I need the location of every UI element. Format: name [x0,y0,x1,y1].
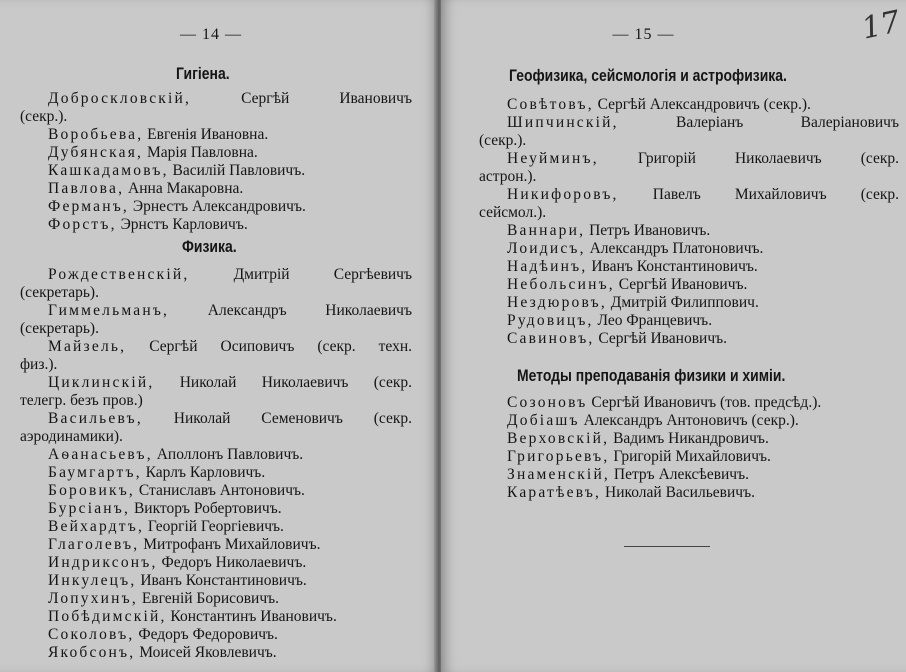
section-title-teaching-methods: Методы преподаванія физики и химіи. [517,366,786,385]
end-rule [624,546,710,547]
list-item [20,216,412,234]
entry-surname: Форстъ, [48,216,117,233]
entry-name: Николай Васильевичъ. [601,484,755,501]
entry-name: Эрнестъ Александровичъ. [129,198,306,215]
entry-surname: Аѳанасьевъ, [48,446,153,463]
list-item [20,90,412,126]
entry-surname: Никифоровъ, [507,186,619,203]
entry-line [479,448,899,466]
handwritten-page-mark: 17 [858,4,904,47]
entry-continuation: сейсмол.). [479,204,547,221]
entry-line [20,644,412,662]
entry-surname: Надѣинъ, [507,258,588,275]
entry-name: Дмитрій Сергѣевичъ [189,266,412,283]
entry-line [20,144,412,162]
entry-line [20,90,412,108]
entry-surname: Павлова, [48,180,125,197]
list-item [20,144,412,162]
entry-name: Анна Макаровна. [124,180,244,197]
entry-surname: Доброскловскій, [48,90,192,107]
entry-name: Валеріанъ Валеріановичъ [618,114,899,131]
entry-line [20,608,412,626]
entry-surname: Циклинскій, [48,374,155,391]
entry-surname: Рождественскій, [48,266,190,283]
list-item [479,294,899,312]
entry-line [20,216,412,234]
entry-line [20,536,412,554]
entry-line [20,482,412,500]
entry-surname: Якобсонъ, [48,644,136,661]
entry-name: Петръ Алексѣевичъ. [610,466,749,483]
entry-continuation: (секр.). [479,132,527,149]
entry-line [479,312,899,330]
entry-surname: Лоидисъ, [507,240,586,257]
entry-line [20,198,412,216]
entry-name: Петръ Ивановичъ. [585,222,711,239]
list-item [479,186,899,222]
entry-name: Иванъ Константиновичъ. [587,258,758,275]
entry-line [20,162,412,180]
list-item [20,554,412,572]
entry-name: Иванъ Константиновичъ. [136,572,307,589]
entry-name: Лео Францевичъ. [593,312,713,329]
entry-surname: Лопухинъ, [48,590,138,607]
entry-continuation: астрон.). [479,168,537,185]
entry-continuation: (секретарь). [20,284,99,301]
list-item [479,430,899,448]
entry-name: Аполлонъ Павловичъ. [152,446,304,463]
list-item [479,466,899,484]
entry-name: Евгеній Борисовичъ. [137,590,280,607]
list-item [479,96,899,114]
entry-name: Сергѣй Александровичъ (секр.). [593,96,811,113]
list-item [20,608,412,626]
entry-line [479,240,899,258]
entry-surname: Баумгартъ, [48,464,142,481]
entry-name: Георгій Георгіевичъ. [144,518,284,535]
entry-name: Федоръ Федоровичъ. [134,626,278,643]
entry-line [20,500,412,518]
list-item [479,394,899,412]
list-item [20,180,412,198]
entry-line [20,464,412,482]
entry-line [479,466,899,484]
entry-surname: Боровикъ, [48,482,135,499]
entry-name: Николай Николаевичъ (секр. [154,374,412,391]
right-page [441,0,906,672]
entry-line [479,96,899,114]
entry-name: Сергѣй Ивановичъ. [614,276,748,293]
left-page [0,0,438,672]
entry-continuation: (секр.). [20,108,68,125]
entry-name: Дмитрій Филиппович. [606,294,759,311]
entry-name: Эрнстъ Карловичъ. [116,216,248,233]
list-item [20,162,412,180]
entry-name: Карлъ Карловичъ. [141,464,266,481]
entry-line [20,374,412,392]
entry-line [479,484,899,502]
entry-surname: Григорьевъ, [507,448,610,465]
entry-line [479,276,899,294]
list-item [479,150,899,186]
section-title-physics: Физика. [182,237,237,256]
entry-name: Викторъ Робертовичъ. [130,500,282,517]
list-item [479,276,899,294]
entry-name: Николай Семеновичъ (секр. [142,410,412,427]
entry-line [479,114,899,132]
entry-continuation: физ.). [20,356,58,373]
entry-line [20,446,412,464]
entry-surname: Гиммельманъ, [48,302,170,319]
entry-surname: Рудовицъ, [507,312,594,329]
entry-name: Станиславъ Антоновичъ. [134,482,305,499]
entry-name: Вадимъ Никандровичъ. [609,430,769,447]
entry-surname: Шипчинскій, [507,114,619,131]
list-item [479,312,899,330]
entry-line [479,258,899,276]
entry-surname: Вейхардтъ, [48,518,145,535]
entry-name: Константинъ Ивановичъ. [166,608,337,625]
entry-line [20,554,412,572]
entry-surname: Соколовъ, [48,626,135,643]
list-item [479,258,899,276]
entry-name: Сергѣй Ивановичъ [191,90,412,107]
list-item [20,410,412,446]
list-item [20,198,412,216]
entry-line [479,412,899,430]
list-item [20,446,412,464]
entry-surname: Бурсіанъ, [48,500,131,517]
entry-name: Моисей Яковлевичъ. [135,644,277,661]
entry-surname: Кашкадамовъ, [48,162,169,179]
list-item [20,572,412,590]
entry-name: Василій Павловичъ. [168,162,306,179]
entry-name: Марія Павловна. [143,144,258,161]
entry-surname: Васильевъ, [48,410,143,427]
entry-name: Евгенія Ивановна. [143,126,269,143]
entry-line [20,266,412,284]
entry-line [20,338,412,356]
section-list-hygiene [20,90,412,234]
entry-line [479,150,899,168]
list-item [20,536,412,554]
list-item [479,448,899,466]
entry-surname: Майзель, [48,338,127,355]
entry-name: Павелъ Михайловичъ (секр. [618,186,899,203]
entry-surname: Знаменскій, [507,466,611,483]
page-number: — 15 — [612,26,675,43]
entry-surname: Ферманъ, [48,198,130,215]
entry-line [20,302,412,320]
list-item [20,482,412,500]
entry-line [479,330,899,348]
list-item [20,126,412,144]
entry-line [479,222,899,240]
entry-surname: Дубянская, [48,144,144,161]
entry-continuation: (секретарь). [20,320,99,337]
list-item [479,330,899,348]
list-item [20,518,412,536]
entry-surname: Неуйминъ, [507,150,599,167]
entry-line [20,626,412,644]
list-item [20,590,412,608]
entry-name: Александръ Антоновичъ (секр.). [579,412,799,429]
entry-line [479,394,899,412]
page-number: — 14 — [180,26,242,43]
entry-line [479,430,899,448]
entry-surname: Воробьева, [48,126,144,143]
entry-line [20,518,412,536]
entry-surname: Индриксонъ, [48,554,158,571]
entry-surname: Нездюровъ, [507,294,607,311]
section-list-teaching-methods [479,394,899,502]
section-list-physics [20,266,412,662]
list-item [20,338,412,374]
list-item [20,644,412,662]
section-title-geophysics: Геофизика, сейсмологія и астрофизика. [509,66,787,85]
entry-line [20,572,412,590]
entry-surname: Глаголевъ, [48,536,140,553]
list-item [20,302,412,338]
entry-name: Сергѣй Ивановичъ (тов. предсѣд.). [587,394,822,411]
entry-surname: Добіашъ [507,412,580,429]
section-list-geophysics [479,96,899,348]
entry-line [20,590,412,608]
entry-surname: Верховскій, [507,430,610,447]
list-item [479,484,899,502]
entry-surname: Ваннари, [507,222,586,239]
list-item [479,114,899,150]
entry-name: Сергѣй Осиповичъ (секр. техн. [126,338,412,355]
entry-name: Сергѣй Ивановичъ. [594,330,728,347]
entry-name: Александръ Платоновичъ. [585,240,764,257]
list-item [479,412,899,430]
list-item [20,500,412,518]
list-item [479,240,899,258]
entry-line [20,126,412,144]
list-item [20,626,412,644]
entry-surname: Небольсинъ, [507,276,615,293]
entry-surname: Савиновъ, [507,330,595,347]
entry-surname: Инкулецъ, [48,572,137,589]
section-title-hygiene: Гигіена. [176,64,230,83]
list-item [20,374,412,410]
entry-name: Федоръ Николаевичъ. [157,554,307,571]
entry-line [20,180,412,198]
entry-continuation: аэродинамики). [20,428,123,445]
entry-name: Григорій Михайловичъ. [609,448,771,465]
entry-surname: Побѣдимскій, [48,608,167,625]
entry-name: Григорій Николаевичъ (секр. [598,150,899,167]
entry-line [479,186,899,204]
list-item [479,222,899,240]
entry-surname: Созоновъ [507,394,588,411]
list-item [20,464,412,482]
entry-line [479,294,899,312]
entry-name: Александръ Николаевичъ [169,302,412,319]
entry-name: Митрофанъ Михайловичъ. [139,536,321,553]
entry-line [20,410,412,428]
entry-surname: Совѣтовъ, [507,96,594,113]
entry-surname: Каратѣевъ, [507,484,602,501]
entry-continuation: телегр. безъ пров.) [20,392,143,409]
list-item [20,266,412,302]
